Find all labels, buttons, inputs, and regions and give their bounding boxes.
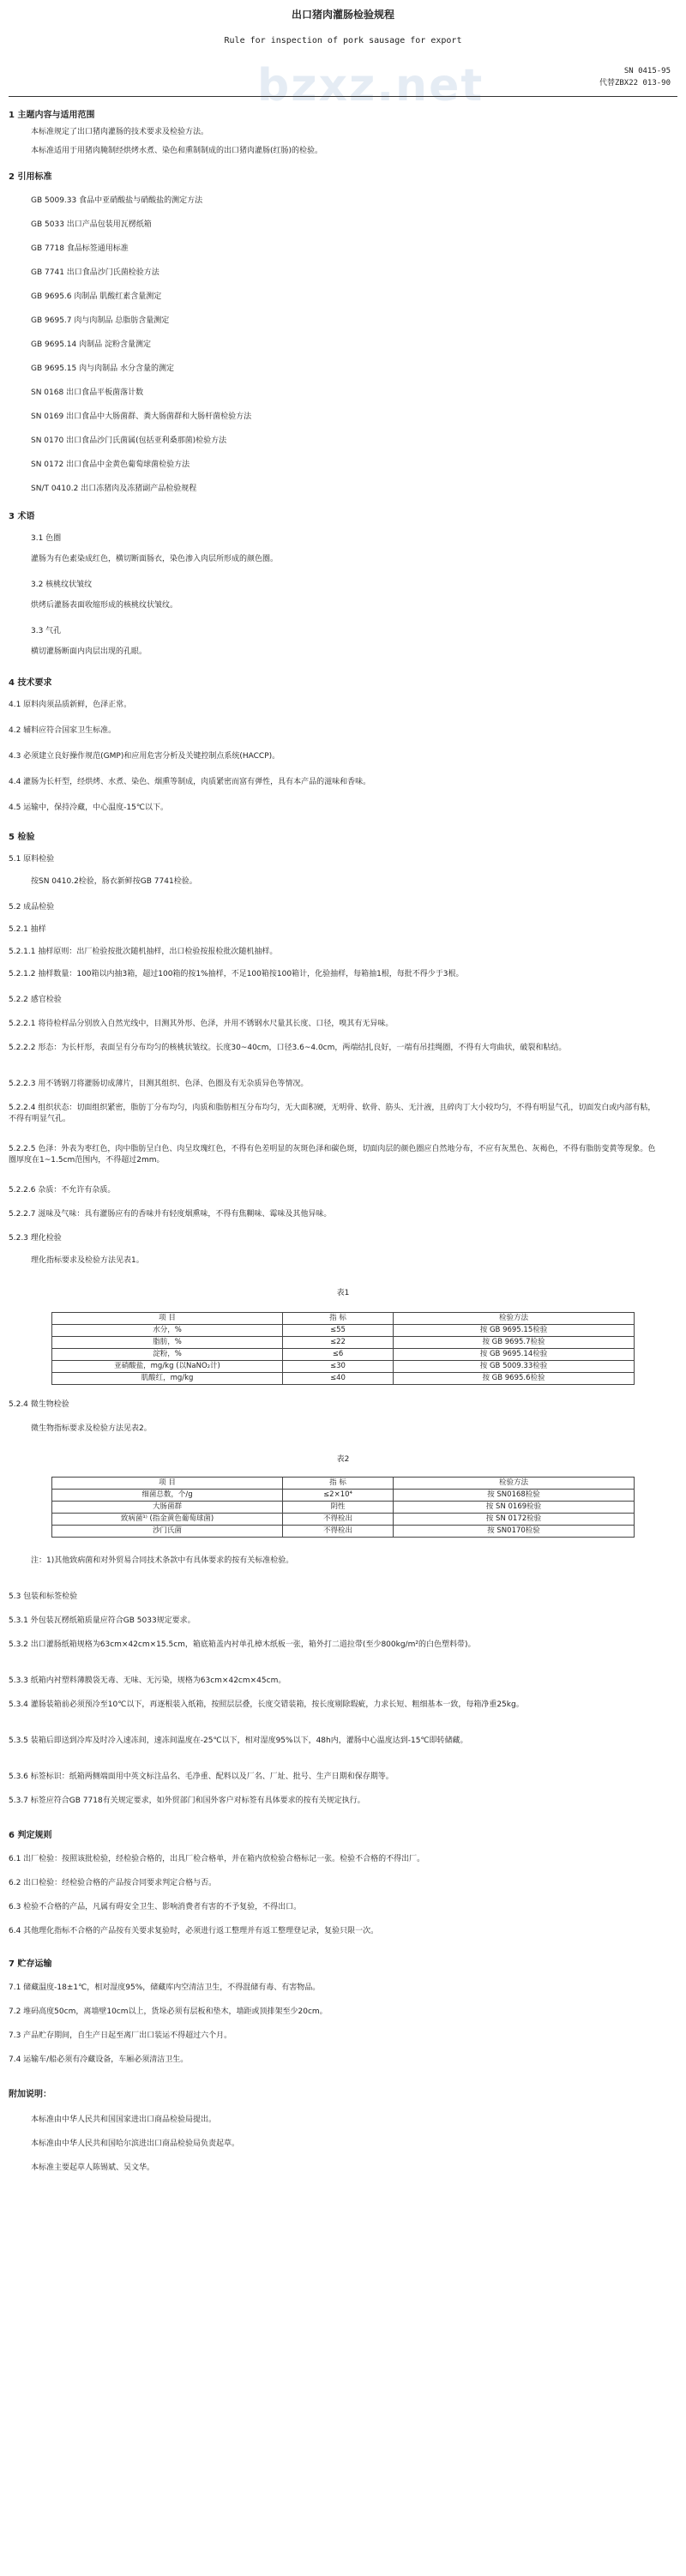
rule-item: 6.4 其他理化指标不合格的产品按有关要求复验时，必须进行返工整理并有返工整理登记录，复验只限一次。 [9, 1927, 379, 1935]
standard-number: SN 0415-95 [623, 67, 671, 75]
clause-heading: 5.2.1 抽样 [9, 925, 46, 934]
document-title: 出口猪肉灌肠检验规程 [291, 9, 394, 21]
appendix-line: 本标准由中华人民共和国国家进出口商品检验局提出。 [31, 2116, 217, 2124]
requirement-item: 4.2 辅料应符合国家卫生标准。 [9, 726, 117, 735]
clause-heading: 5.3 包装和标签检验 [9, 1592, 78, 1601]
rule-item: 6.2 出口检验：经检验合格的产品按合同要求判定合格与否。 [9, 1879, 217, 1887]
table-header-row [52, 1478, 635, 1490]
table-cell: 细菌总数，个/g [52, 1490, 283, 1502]
table-cell: ≤6 [283, 1349, 394, 1361]
clause-item: 5.3.2 出口灌肠纸箱规格为63cm×42cm×15.5cm，箱底箱盖内衬单孔樟木纸板一张，箱外打二道拉带(至少800kg/m²的白色塑料带)。 [9, 1640, 476, 1649]
term-heading: 3.3 气孔 [31, 627, 62, 635]
clause-heading: 5.2.4 微生物检验 [9, 1400, 69, 1409]
clause-item: 5.3.5 装箱后即送到冷库及时冷入速冻间，速冻间温度在-25℃以下，相对湿度95%以下，48h内，灌肠中心温度达到-15℃即转储藏。 [9, 1736, 468, 1745]
table-cell: 肌酸红，mg/kg [52, 1373, 283, 1385]
reference-item: SN/T 0410.2 出口冻猪肉及冻猪副产品检验规程 [31, 485, 197, 493]
clause-item: 5.3.1 外包装瓦楞纸箱质量应符合GB 5033规定要求。 [9, 1616, 196, 1625]
table-2-caption: 表2 [336, 1455, 350, 1464]
reference-item: GB 7741 出口食品沙门氏菌检验方法 [31, 268, 159, 277]
reference-item: GB 9695.6 肉制品 肌酸红素含量测定 [31, 292, 162, 301]
storage-item: 7.4 运输车/船必须有冷藏设备，车厢必须清洁卫生。 [9, 2055, 189, 2064]
section-2-heading: 2 引用标准 [9, 172, 52, 182]
table-cell: 大肠菌群 [52, 1502, 283, 1514]
paragraph: 微生物指标要求及检验方法见表2。 [31, 1424, 152, 1433]
document-subtitle: Rule for inspection of pork sausage for export [224, 36, 462, 45]
table-cell: ≤55 [283, 1325, 394, 1337]
table-1 [51, 1312, 635, 1385]
requirement-item: 4.1 原料肉须品质新鲜，色泽正常。 [9, 701, 132, 709]
rule-item: 6.3 检验不合格的产品，凡属有碍安全卫生、影响消费者有害的不予复验，不得出口。 [9, 1903, 302, 1911]
table-cell: 沙门氏菌 [52, 1526, 283, 1538]
table-cell: 致病菌¹⁾ (指金黄色葡萄球菌) [52, 1514, 283, 1526]
clause-item: 5.3.7 标签应符合GB 7718有关规定要求，如外贸部门和国外客户对标签有具体要求的按有关规定执行。 [9, 1797, 365, 1805]
table-header-cell: 指 标 [283, 1478, 394, 1490]
table-1-caption: 表1 [336, 1289, 350, 1297]
clause-heading: 5.2 成品检验 [9, 903, 55, 912]
table-header-row [52, 1313, 635, 1325]
requirement-item: 4.5 运输中，保持冷藏，中心温度-15℃以下。 [9, 803, 168, 812]
table-header-cell: 项 目 [52, 1478, 283, 1490]
paragraph: 本标准适用于用猪肉腌制经烘烤水煮、染色和熏制制成的出口猪肉灌肠(红肠)的检验。 [31, 147, 323, 155]
reference-item: SN 0168 出口食品平板菌落计数 [31, 388, 144, 397]
table-row [52, 1502, 635, 1514]
paragraph: 按SN 0410.2检验，肠衣新鲜按GB 7741检验。 [31, 877, 197, 886]
rule-item: 6.1 出厂检验：按照该批检验，经检验合格的，出具厂检合格单，并在箱内放检验合格标记一张。检验不合格的不得出厂。 [9, 1855, 425, 1863]
paragraph: 理化指标要求及检验方法见表1。 [31, 1256, 144, 1265]
table-cell: 亚硝酸盐，mg/kg (以NaNO₂计) [52, 1361, 283, 1373]
standard-number-block [599, 65, 671, 89]
table-row [52, 1325, 635, 1337]
reference-item: SN 0169 出口食品中大肠菌群、粪大肠菌群和大肠杆菌检验方法 [31, 412, 252, 421]
table-cell: 按 GB 5009.33检验 [394, 1361, 635, 1373]
appendix-line: 本标准主要起草人陈锡斌、吴文华。 [31, 2164, 155, 2172]
clause-item: 5.2.1.1 抽样原则：出厂检验按批次随机抽样，出口检验按报检批次随机抽样。 [9, 948, 278, 956]
section-3-heading: 3 术语 [9, 512, 35, 521]
table-row [52, 1526, 635, 1538]
table-cell: 按 SN 0172检验 [394, 1514, 635, 1526]
table-cell: 淀粉，% [52, 1349, 283, 1361]
section-1-heading: 1 主题内容与适用范围 [9, 111, 95, 120]
term-heading: 3.1 色圈 [31, 534, 62, 543]
table-cell: 按 GB 9695.15检验 [394, 1325, 635, 1337]
clause-item: 5.2.2.3 用不锈钢刀将灌肠切成薄片，目测其组织、色泽、色圈及有无杂质异色等情况。 [9, 1080, 309, 1088]
table-cell: 脂肪，% [52, 1337, 283, 1349]
table-header-cell: 指 标 [283, 1313, 394, 1325]
table-cell: ≤2×10⁴ [283, 1490, 394, 1502]
term-heading: 3.2 核桃纹状皱纹 [31, 581, 93, 589]
table-header-cell: 项 目 [52, 1313, 283, 1325]
reference-item: GB 5033 出口产品包装用瓦楞纸箱 [31, 220, 152, 229]
table-cell: 按 SN0170检验 [394, 1526, 635, 1538]
table-cell: 按 SN0168检验 [394, 1490, 635, 1502]
reference-item: GB 9695.14 肉制品 淀粉含量测定 [31, 340, 151, 349]
storage-item: 7.2 堆码高度50cm，离墙壁10cm以上，货垛必须有层板和垫木，墙距或顶排架至少20cm。 [9, 2007, 328, 2016]
table-cell: 按 GB 9695.7检验 [394, 1337, 635, 1349]
storage-item: 7.3 产品贮存期间，自生产日起至离厂出口装运不得超过六个月。 [9, 2031, 232, 2040]
clause-item: 5.2.2.2 形态：为长杆形，表面呈有分布均匀的核桃状皱纹。长度30~40cm，口径3.6~4.0cm，两端结扎良好，一端有吊挂绳圈，不得有大弯曲状，破裂和粘结。 [9, 1044, 567, 1052]
table-row [52, 1349, 635, 1361]
storage-item: 7.1 储藏温度-18±1℃，相对湿度95%，储藏库内空清洁卫生，不得混储有毒、有害物品。 [9, 1983, 321, 1992]
table-row [52, 1337, 635, 1349]
paragraph: 烘烤后灌肠表面收缩形成的核桃纹状皱纹。 [31, 601, 178, 610]
section-5-heading: 5 检验 [9, 833, 35, 842]
table-cell: 水分，% [52, 1325, 283, 1337]
reference-item: SN 0172 出口食品中金黄色葡萄球菌检验方法 [31, 460, 190, 469]
clause-heading: 5.1 原料检验 [9, 855, 55, 864]
clause-item: 5.2.2.6 杂质：不允许有杂质。 [9, 1186, 116, 1195]
clause-item: 5.2.2.5 色泽：外表为枣红色，肉中脂肪呈白色、肉呈玫瑰红色，不得有色差明显的灰斑色泽和碳色斑，切面肉层的颜色圈应自然地分布，不应有灰黑色、灰褐色，不得有脂肪变黄等现象。色圈厚度在1~1.5cm范围内，不得超过2mm。 [9, 1145, 656, 1165]
table-note: 注：1)其他致病菌和对外贸易合同技术条款中有具体要求的按有关标准检验。 [31, 1556, 294, 1565]
table-cell: ≤22 [283, 1337, 394, 1349]
clause-item: 5.2.2.4 组织状态：切面组织紧密，脂肪丁分布均匀，肉质和脂肪相互分布均匀，无大面积硬，无明骨、软骨、筋头、无汁液，且碎肉丁大小较均匀，不得有明显气孔，切面发白或内部有粘，不得有明显气孔。 [9, 1104, 656, 1123]
clause-item: 5.3.4 灌肠装箱前必须预冷至10℃以下，再逐根装入纸箱，按照层层叠，长度交错装箱，按长度剔除瑕疵，力求长短、粗细基本一致，每箱净重25kg。 [9, 1700, 524, 1709]
table-cell: 不得检出 [283, 1526, 394, 1538]
table-2 [51, 1477, 635, 1538]
appendix-line: 本标准由中华人民共和国哈尔滨进出口商品检验局负责起草。 [31, 2140, 240, 2148]
watermark: bzxz.net [257, 60, 484, 111]
table-cell: ≤40 [283, 1373, 394, 1385]
table-cell: 不得检出 [283, 1514, 394, 1526]
requirement-item: 4.3 必须建立良好操作规范(GMP)和应用危害分析及关键控制点系统(HACCP)。 [9, 752, 280, 761]
reference-item: GB 7718 食品标签通用标准 [31, 244, 129, 253]
table-cell: ≤30 [283, 1361, 394, 1373]
header-rule [9, 96, 677, 97]
paragraph: 本标准规定了出口猪肉灌肠的技术要求及检验方法。 [31, 128, 209, 136]
table-header-cell: 检验方法 [394, 1313, 635, 1325]
clause-item: 5.3.3 纸箱内衬塑料薄膜袋无毒、无味、无污染，规格为63cm×42cm×45cm。 [9, 1676, 286, 1685]
table-cell: 阴性 [283, 1502, 394, 1514]
table-row [52, 1490, 635, 1502]
table-row [52, 1514, 635, 1526]
table-header-cell: 检验方法 [394, 1478, 635, 1490]
replaces-standard: 代替ZBX22 013-90 [599, 79, 671, 87]
reference-item: GB 5009.33 食品中亚硝酸盐与硝酸盐的测定方法 [31, 196, 203, 205]
section-7-heading: 7 贮存运输 [9, 1959, 52, 1969]
appendix-heading: 附加说明： [9, 2090, 51, 2099]
requirement-item: 4.4 灌肠为长杆型，经烘烤、水煮、染色、烟熏等制成，肉质紧密而富有弹性，具有本产品的滋味和香味。 [9, 778, 371, 786]
clause-item: 5.2.2.1 将待检样品分别放入自然光线中，目测其外形、色泽，并用不锈钢水尺量其长度、口径，嗅其有无异味。 [9, 1020, 394, 1028]
table-row [52, 1373, 635, 1385]
reference-item: GB 9695.15 肉与肉制品 水分含量的测定 [31, 364, 174, 373]
section-6-heading: 6 判定规则 [9, 1831, 52, 1840]
table-cell: 按 SN 0169检验 [394, 1502, 635, 1514]
table-row [52, 1361, 635, 1373]
paragraph: 横切灌肠断面内肉层出现的孔眼。 [31, 647, 147, 656]
table-cell: 按 GB 9695.6检验 [394, 1373, 635, 1385]
reference-item: GB 9695.7 肉与肉制品 总脂肪含量测定 [31, 316, 170, 325]
clause-heading: 5.2.3 理化检验 [9, 1234, 62, 1243]
section-4-heading: 4 技术要求 [9, 678, 52, 688]
reference-item: SN 0170 出口食品沙门氏菌属(包括亚利桑那菌)检验方法 [31, 436, 227, 445]
clause-heading: 5.2.2 感官检验 [9, 996, 62, 1004]
clause-item: 5.2.2.7 滋味及气味：具有灌肠应有的香味并有轻度烟熏味，不得有焦糊味、霉味及其他异味。 [9, 1210, 332, 1219]
clause-item: 5.2.1.2 抽样数量：100箱以内抽3箱，超过100箱的按1%抽样，不足100箱按100箱计，化验抽样，每箱抽1根，每批不得少于3根。 [9, 970, 464, 978]
clause-item: 5.3.6 标签标识：纸箱两侧端面用中英文标注品名、毛净重、配料以及厂名、厂址、批号、生产日期和保存期等。 [9, 1773, 394, 1781]
table-cell: 按 GB 9695.14检验 [394, 1349, 635, 1361]
paragraph: 灌肠为有色素染成红色，横切断面肠衣，染色渗入肉层所形成的颜色圈。 [31, 555, 279, 563]
